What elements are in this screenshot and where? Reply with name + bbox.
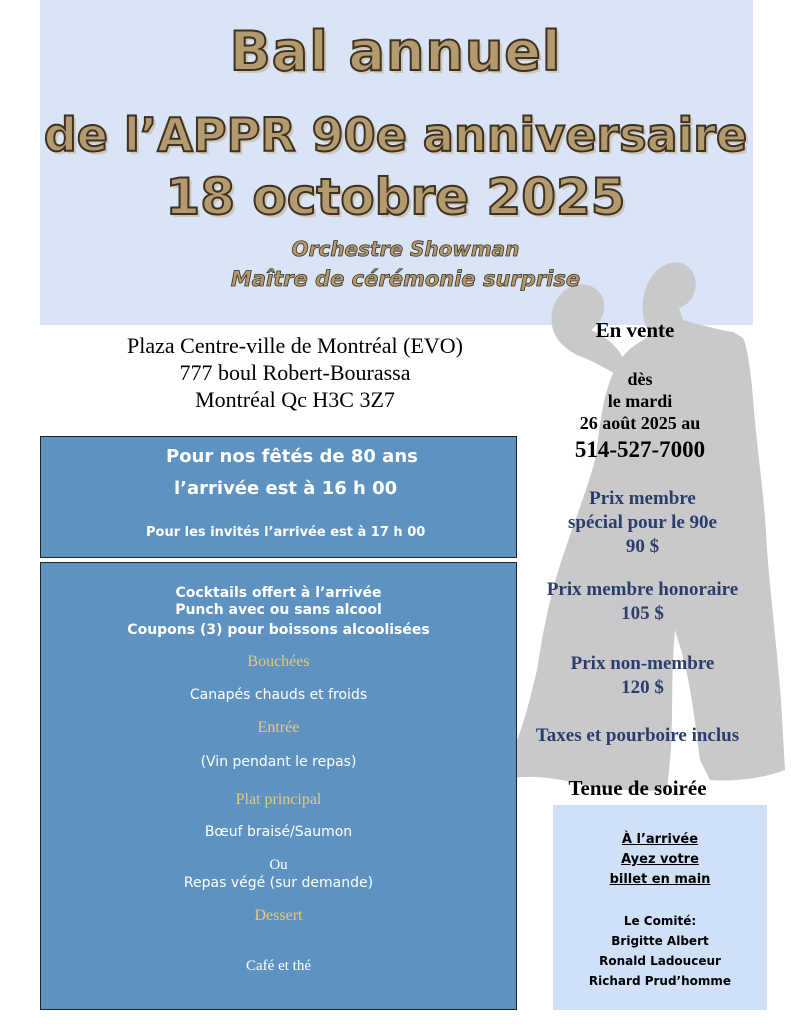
mc-subtitle: Maître de cérémonie surprise [230,267,581,291]
reminder-line-2: Ayez votre [621,852,699,867]
price-honorary [505,578,780,626]
venue-name: Plaza Centre-ville de Montréal (EVO) [127,333,463,358]
menu-box [40,562,517,1010]
orchestra-subtitle: Orchestre Showman [291,237,520,261]
arrival-line-2: l’arrivée est à 16 h 00 [174,478,398,499]
menu-coupons: Coupons (3) pour boissons alcoolisées [127,622,430,638]
menu-heading-entree: Entrée [257,719,300,736]
sales-dates [520,368,760,434]
event-date: 18 octobre 2025 [165,168,626,226]
taxes-note: Taxes et pourboire inclus [535,725,740,746]
committee-label: Le Comité: [623,914,697,928]
price-label: Prix non-membre [570,653,715,674]
phone-number: 514-527-7000 [574,437,706,462]
arrival-times-box [40,436,517,558]
menu-bouchees: Canapés chauds et froids [189,687,368,703]
venue-address [60,332,530,413]
reminder-box [553,805,767,1010]
reminder-line-1: À l’arrivée [621,832,699,847]
sales-heading: En vente [595,318,675,342]
menu-main: Bœuf braisé/Saumon [204,824,353,840]
venue-street: 777 boul Robert-Bourassa [179,360,411,385]
committee-member: Brigitte Albert [611,934,709,948]
menu-heading-bouchees: Bouchées [247,653,310,670]
price-value: 105 $ [621,603,664,624]
reminder-line-3: billet en main [609,872,711,887]
dress-code: Tenue de soirée [568,776,707,800]
price-value: 120 $ [621,677,664,698]
menu-entree: (Vin pendant le repas) [200,754,357,770]
menu-or: Ou [269,857,288,873]
menu-heading-main: Plat principal [235,791,322,808]
price-member-special [505,487,780,559]
menu-coffee: Café et thé [246,958,311,974]
price-label: Prix membre [589,488,696,509]
sales-line-3: 26 août 2025 au [579,413,701,433]
menu-punch: Punch avec ou sans alcool [175,602,382,618]
price-non-member [505,652,780,700]
committee-member: Richard Prud’homme [588,974,732,988]
price-label: Prix membre honoraire [546,579,739,600]
sales-line-1: dès [627,369,653,389]
price-label: spécial pour le 90e [567,512,717,533]
price-value: 90 $ [625,536,660,557]
title-line-1: Bal annuel [229,20,562,83]
committee-member: Ronald Ladouceur [599,954,721,968]
title-line-2: de l’APPR 90e anniversaire [43,108,748,162]
arrival-line-1: Pour nos fêtés de 80 ans [166,446,418,467]
sales-line-2: le mardi [607,391,673,411]
arrival-guests: Pour les invités l’arrivée est à 17 h 00 [146,525,426,540]
menu-veggie: Repas végé (sur demande) [183,875,374,891]
venue-city: Montréal Qc H3C 3Z7 [195,387,395,412]
menu-cocktails: Cocktails offert à l’arrivée [175,585,382,601]
menu-heading-dessert: Dessert [254,907,303,924]
